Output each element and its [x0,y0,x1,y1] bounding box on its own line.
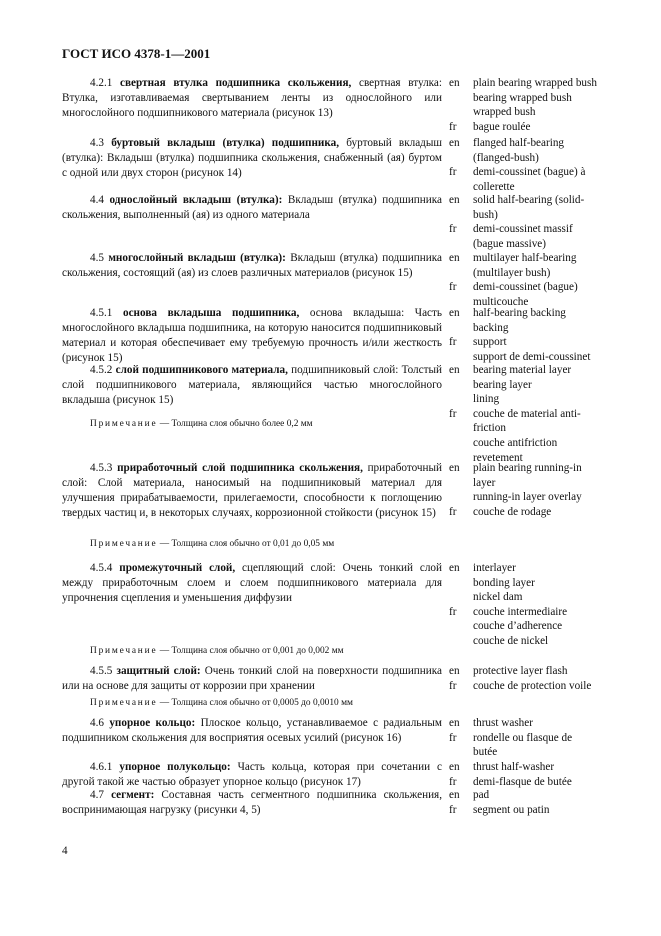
language-code: fr [449,166,457,179]
language-code: fr [449,120,457,133]
definition-text [62,461,442,521]
language-code: fr [449,679,457,692]
language-code [449,208,469,223]
note [90,645,445,658]
language-code [449,745,469,760]
term: буртовый вкладыш (втулка) подшипника, [111,137,340,149]
definition-text [62,136,442,181]
language-code: fr [449,605,457,618]
language-code: en [449,307,460,319]
definition: буртовый вкладыш (втулка): Вкладыш (втулка) подшипника скольжения, снабженный (ая) буртом с одной или двух сторон (рисунок 14) [62,137,443,179]
foreign-terms [473,136,653,194]
foreign-terms [473,363,653,465]
definition-text [62,76,442,121]
entry-number: 4.3 [90,137,112,149]
language-code: fr [449,336,457,349]
foreign-term: lining [473,393,500,406]
language-code: fr [449,775,457,788]
language-codes [449,193,469,251]
language-code [449,619,469,634]
foreign-term: butée [473,746,498,759]
term: свертная втулка подшипника скольжения, [120,77,352,89]
foreign-terms [473,760,653,789]
definition: сцепляющий слой: Очень тонкий слой между приработочным слоем и слоем подшипникового материала для упрочнения сцепления и уменьшения диффузии [62,562,442,604]
foreign-terms [473,251,653,309]
foreign-term: couche de rodage [473,505,552,518]
foreign-term: couche antifriction [473,436,558,449]
term: однослойный вкладыш (втулка): [109,194,283,206]
language-code: en [449,77,460,89]
language-code [449,378,469,393]
language-code [449,105,469,120]
foreign-term: thrust washer [473,717,533,729]
language-code: fr [449,505,457,518]
language-codes [449,461,469,519]
language-code: en [449,665,460,677]
foreign-term: demi-coussinet massif [473,223,573,236]
foreign-terms [473,664,653,693]
page-header: ГОСТ ИСО 4378-1—2001 [62,46,211,61]
language-code: fr [449,281,457,294]
foreign-term: bearing material layer [473,364,572,376]
foreign-term: support [473,336,507,349]
note-label: Примечание [90,419,158,429]
definition: подшипниковый слой: Толстый слой подшипникового материала, являющийся частью многослойного вкладыша (рисунок 15) [62,364,443,406]
note [90,538,445,551]
definition: Часть кольца, которая при сочетании с другой такой же частью образует упорное кольцо (рисунок 17) [62,761,443,788]
language-code [449,237,469,252]
foreign-term: bearing layer [473,378,532,391]
definition-text [62,561,442,606]
note-text: — Толщина слоя обычно более 0,2 мм [157,419,313,429]
foreign-term: protective layer flash [473,665,568,677]
foreign-terms [473,788,653,817]
note-text: — Толщина слоя обычно от 0,01 до 0,05 мм [157,539,335,549]
language-code [449,436,469,451]
foreign-term: friction [473,422,506,435]
term: основа вкладыша подшипника, [123,307,300,319]
foreign-term: pad [473,789,490,801]
definition: свертная втулка: Втулка, изготавливаемая свертыванием ленты из однослойного или многослойного подшипникового материала (рисунок 13) [62,77,442,119]
language-codes [449,760,469,789]
entry-number: 4.2.1 [90,77,121,89]
definition: основа вкладыша: Часть многослойного вкладыша подшипника, на которую наносится подшипниковый материал и которая обеспечивает ему требуемую прочность и/или жесткость (рисунок 15) [62,307,442,364]
foreign-term: half-bearing backing [473,307,566,319]
foreign-term: multilayer half-bearing [473,252,577,264]
foreign-term: bush) [473,208,498,221]
language-code [449,321,469,336]
note-label: Примечание [90,646,158,656]
foreign-term: demi-coussinet (bague) [473,281,578,294]
language-code [449,91,469,106]
note-label: Примечание [90,539,158,549]
language-code [449,266,469,281]
entry-number: 4.5.3 [90,462,118,474]
foreign-term: bague roulée [473,120,531,133]
foreign-term: (multilayer bush) [473,266,551,279]
foreign-term: segment ou patin [473,803,550,816]
foreign-term: revetement [473,451,523,464]
foreign-terms [473,716,653,760]
entry-number: 4.7 [90,789,112,801]
language-code [449,634,469,649]
entry-number: 4.5.4 [90,562,120,574]
foreign-term: flanged half-bearing [473,137,565,149]
foreign-terms [473,461,653,519]
definition: Вкладыш (втулка) подшипника скольжения, состоящий (ая) из слоев различных материалов (рисунок 15) [62,252,442,279]
language-code [449,490,469,505]
language-codes [449,306,469,364]
foreign-terms [473,561,653,649]
language-codes [449,561,469,649]
foreign-terms [473,193,653,251]
entry-number: 4.4 [90,194,110,206]
language-code: fr [449,731,457,744]
foreign-term: thrust half-washer [473,761,555,773]
language-code [449,576,469,591]
definition: Плоское кольцо, устанавливаемое с радиальным подшипником скольжения для восприятия осевых усилий (рисунок 16) [62,717,442,744]
term: слой подшипникового материала, [115,364,288,376]
language-code: fr [449,407,457,420]
language-code: en [449,717,460,729]
term: упорное полукольцо: [119,761,231,773]
language-code [449,590,469,605]
foreign-term: demi-flasque de butée [473,775,572,788]
definition-text [62,760,442,790]
language-codes [449,251,469,309]
note [90,418,445,431]
foreign-term: couche de material anti- [473,407,581,420]
foreign-terms [473,306,653,364]
definition-text [62,306,442,366]
term: приработочный слой подшипника скольжения, [117,462,363,474]
term: защитный слой: [116,665,201,677]
foreign-term: (bague massive) [473,237,547,250]
entry-number: 4.6.1 [90,761,120,773]
foreign-term: couche de protection voile [473,679,592,692]
foreign-term: layer [473,476,496,489]
language-codes [449,76,469,134]
foreign-term: support de demi-coussinet [473,350,591,363]
foreign-term: backing [473,321,509,334]
foreign-term: interlayer [473,562,516,574]
language-code: en [449,137,460,149]
definition-text [62,664,442,694]
foreign-term: bonding layer [473,576,535,589]
term: многослойный вкладыш (втулка): [108,252,286,264]
foreign-term: plain bearing wrapped bush [473,77,597,89]
note-text: — Толщина слоя обычно от 0,0005 до 0,0010 мм [157,698,353,708]
language-codes [449,788,469,817]
definition: Очень тонкий слой на поверхности подшипника или на основе для защиты от коррозии при хранении [62,665,442,692]
foreign-term: plain bearing running-in [473,462,582,474]
note [90,697,445,710]
foreign-term: couche d’adherence [473,620,563,633]
definition: приработочный слой: Слой материала, наносимый на подшипниковый материал для улучшения прирабатываемости, прилегаемости, способности к поглощению твердых частиц и, в некоторых случаях, коррозионной стойкости (рисунок 15) [62,462,442,519]
foreign-term: solid half-bearing (solid- [473,194,585,206]
definition: Вкладыш (втулка) подшипника скольжения, выполненный (ая) из одного материала [62,194,442,221]
definition: Составная часть сегментного подшипника скольжения, воспринимающая нагрузку (рисунки 4, 5) [62,789,443,816]
entry-number: 4.6 [90,717,110,729]
language-codes [449,716,469,760]
term: сегмент: [111,789,155,801]
foreign-term: nickel dam [473,591,523,604]
language-code [449,151,469,166]
language-code: fr [449,223,457,236]
language-code: en [449,789,460,801]
foreign-term: bearing wrapped bush [473,91,572,104]
page-number: 4 [62,845,68,857]
language-code: en [449,562,460,574]
definition-text [62,363,442,408]
foreign-term: running-in layer overlay [473,491,582,504]
language-code: en [449,364,460,376]
note-text: — Толщина слоя обычно от 0,001 до 0,002 мм [157,646,344,656]
language-code: en [449,252,460,264]
foreign-term: couche de nickel [473,634,549,647]
entry-number: 4.5.5 [90,665,117,677]
language-code [449,392,469,407]
definition-text [62,193,442,223]
foreign-term: wrapped bush [473,106,536,119]
definition-text [62,716,442,746]
entry-number: 4.5 [90,252,109,264]
language-code: en [449,761,460,773]
foreign-terms [473,76,653,134]
language-codes [449,136,469,194]
foreign-term: (flanged-bush) [473,151,539,164]
note-label: Примечание [90,698,158,708]
definition-text [62,788,442,818]
entry-number: 4.5.2 [90,364,116,376]
language-code: en [449,462,460,474]
language-codes [449,363,469,465]
language-code [449,476,469,491]
term: упорное кольцо: [109,717,196,729]
foreign-term: couche intermediaire [473,605,568,618]
language-codes [449,664,469,693]
language-code: fr [449,803,457,816]
term: промежуточный слой, [119,562,236,574]
language-code: en [449,194,460,206]
foreign-term: multicouche [473,295,529,308]
foreign-term: collerette [473,180,515,193]
entry-number: 4.5.1 [90,307,123,319]
foreign-term: demi-coussinet (bague) à [473,166,586,179]
foreign-term: rondelle ou flasque de [473,731,573,744]
definition-text [62,251,442,281]
language-code [449,421,469,436]
